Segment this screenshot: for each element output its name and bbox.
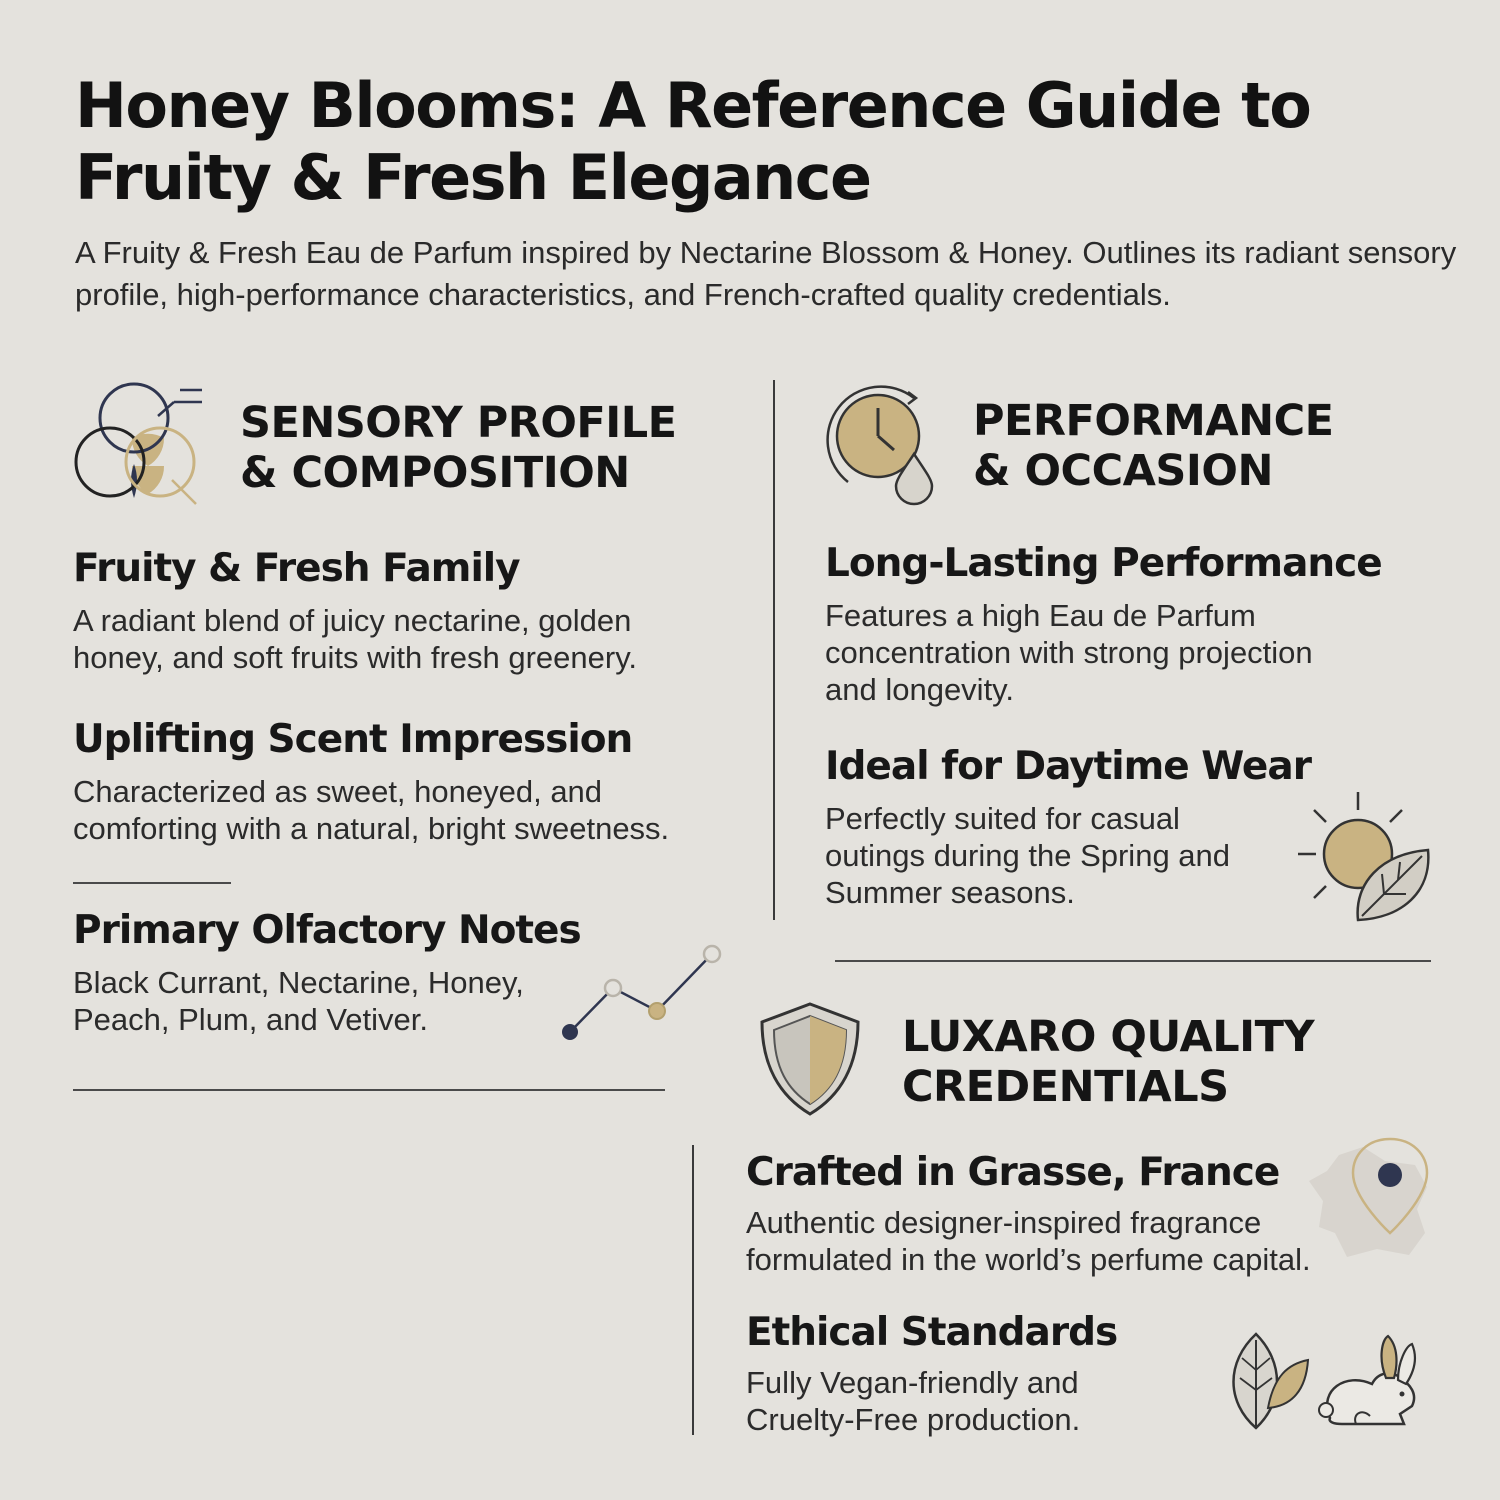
sun-leaf-icon xyxy=(1292,788,1437,928)
divider xyxy=(73,1089,665,1091)
leaf-rabbit-icon xyxy=(1222,1328,1437,1436)
page-title: Honey Blooms: A Reference Guide to Fruity & Fresh Elegance xyxy=(75,69,1311,214)
divider xyxy=(73,882,231,884)
sensory-item-impression xyxy=(73,717,763,847)
item-heading: Uplifting Scent Impression xyxy=(73,717,633,762)
quality-section-title: LUXARO QUALITY CREDENTIALS xyxy=(902,1012,1315,1112)
item-body: Authentic designer-inspired fragrance formulated in the world’s perfume capital. xyxy=(746,1205,1311,1277)
sensory-section-title: SENSORY PROFILE & COMPOSITION xyxy=(240,398,677,498)
line-graph-icon xyxy=(555,940,730,1050)
performance-section-title: PERFORMANCE & OCCASION xyxy=(973,396,1334,496)
performance-item-longevity xyxy=(825,541,1465,708)
item-heading: Ethical Standards xyxy=(746,1310,1118,1355)
page-subtitle: A Fruity & Fresh Eau de Parfum inspired by Nectarine Blossom & Honey. Outlines its radiant sensory profile, high-performance characteristics, and French-crafted quality credentials. xyxy=(75,235,1457,312)
column-divider xyxy=(773,380,775,920)
item-heading: Long-Lasting Performance xyxy=(825,541,1382,586)
venn-diagram-icon xyxy=(70,380,210,510)
sensory-item-notes xyxy=(73,908,593,1038)
france-map-pin-icon xyxy=(1305,1135,1440,1265)
item-body: Features a high Eau de Parfum concentration with strong projection and longevity. xyxy=(825,598,1313,707)
quality-item-ethical xyxy=(746,1310,1206,1438)
sensory-item-family xyxy=(73,546,753,676)
performance-item-daytime xyxy=(825,744,1325,911)
item-body: A radiant blend of juicy nectarine, golden honey, and soft fruits with fresh greenery. xyxy=(73,603,638,675)
shield-icon xyxy=(758,1000,862,1118)
item-body: Black Currant, Nectarine, Honey, Peach, Plum, and Vetiver. xyxy=(73,965,524,1037)
item-body: Characterized as sweet, honeyed, and comforting with a natural, bright sweetness. xyxy=(73,774,670,846)
item-heading: Crafted in Grasse, France xyxy=(746,1150,1280,1195)
divider xyxy=(835,960,1431,962)
item-body: Perfectly suited for casual outings during the Spring and Summer seasons. xyxy=(825,801,1231,910)
item-heading: Fruity & Fresh Family xyxy=(73,546,520,591)
item-body: Fully Vegan-friendly and Cruelty-Free production. xyxy=(746,1365,1081,1437)
column-divider xyxy=(692,1145,694,1435)
item-heading: Ideal for Daytime Wear xyxy=(825,744,1311,789)
item-heading: Primary Olfactory Notes xyxy=(73,908,581,953)
clock-drop-icon xyxy=(822,378,942,506)
